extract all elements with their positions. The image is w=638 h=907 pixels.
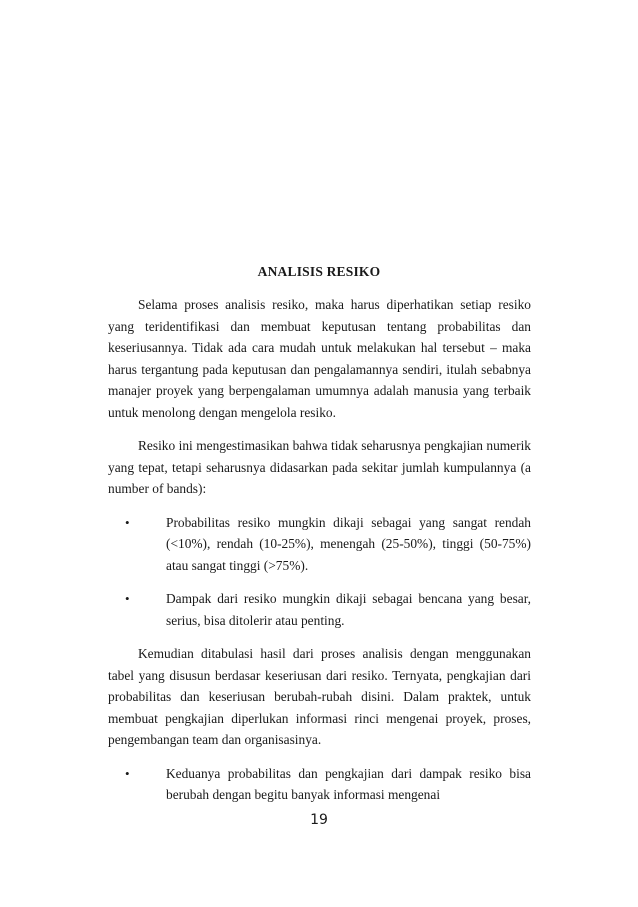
list-item-text: Keduanya probabilitas dan pengkajian dari dampak resiko bisa berubah dengan begitu banyak informasi mengenai <box>166 765 531 802</box>
bullet-list-2 <box>108 763 531 806</box>
list-item-text: Probabilitas resiko mungkin dikaji sebagai yang sangat rendah (<10%), rendah (10-25%), menengah (25-50%), tinggi (50-75%) atau sangat tinggi (>75%). <box>166 514 531 573</box>
section-title: ANALISIS RESIKO <box>257 264 381 279</box>
paragraph-2: Resiko ini mengestimasikan bahwa tidak seharusnya pengkajian numerik yang tepat, tetapi seharusnya didasarkan pada sekitar jumlah kumpulannya (a number of bands): <box>108 438 531 496</box>
bullet-icon: • <box>125 591 130 606</box>
list-item <box>108 512 531 577</box>
body-content <box>108 294 531 818</box>
bullet-icon: • <box>125 765 130 781</box>
list-item <box>108 588 531 631</box>
paragraph-1: Selama proses analisis resiko, maka harus diperhatikan setiap resiko yang teridentifikasi dan membuat keputusan tentang probabilitas dan keseriusannya. Tidak ada cara mudah untuk melakukan hal tersebut – maka harus tergantung pada keputusan dan pengalamannya sendiri, itulah sebabnya manajer proyek yang berpengalaman umumnya adalah manusia yang terbaik untuk menolong dengan mengelola resiko. <box>108 297 531 420</box>
list-item <box>108 763 531 806</box>
list-item-text: Dampak dari resiko mungkin dikaji sebagai bencana yang besar, serius, bisa ditolerir atau penting. <box>166 591 531 628</box>
bullet-list-1 <box>108 512 531 632</box>
page-number: 19 <box>310 812 328 828</box>
bullet-icon: • <box>125 514 130 530</box>
paragraph-3: Kemudian ditabulasi hasil dari proses analisis dengan menggunakan tabel yang disusun berdasar keseriusan dari resiko. Ternyata, pengkajian dari probabilitas dan keseriusan berubah-rubah disini. Dalam praktek, untuk membuat pengkajian diperlukan informasi rinci mengenai proyek, proses, pengembangan team dan organisasinya. <box>108 646 531 747</box>
